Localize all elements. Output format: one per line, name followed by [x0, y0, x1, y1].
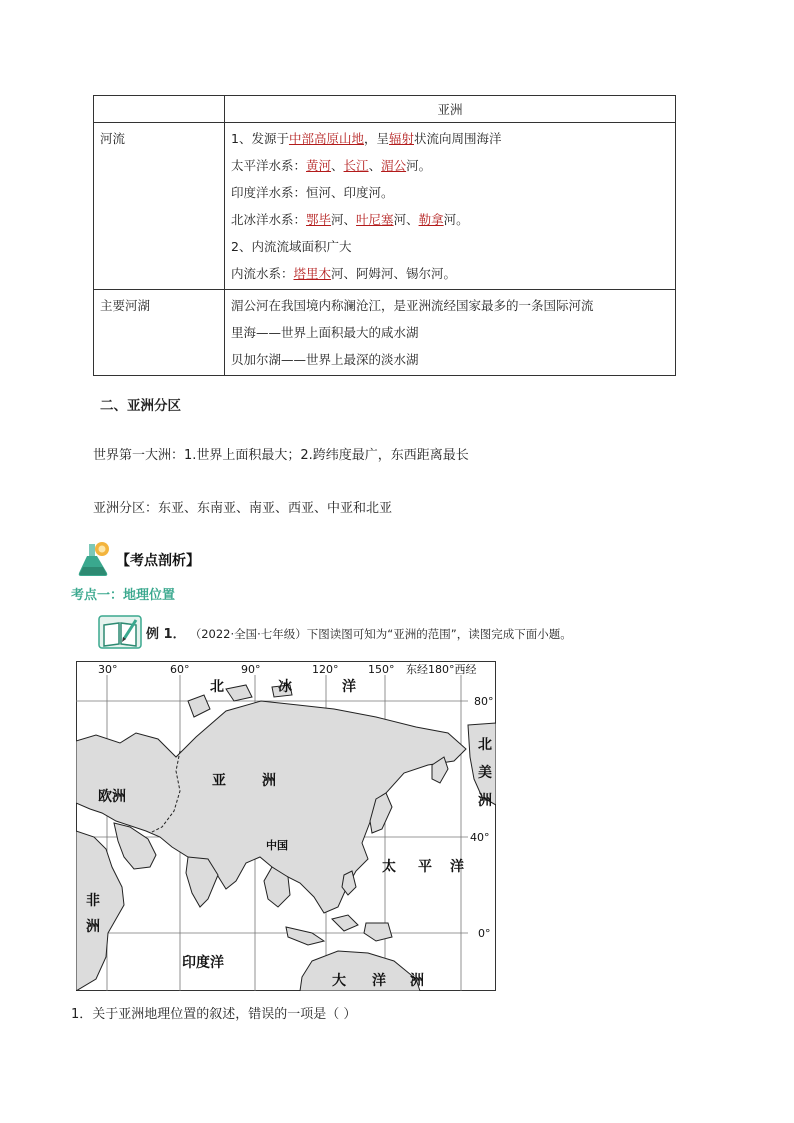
analysis-header [78, 540, 378, 580]
label-na-3: 洲 [478, 793, 492, 809]
flask-icon [78, 540, 112, 578]
label-pacific-1: 太 [382, 859, 396, 875]
table-text: 湄公河在我国境内称澜沧江，是亚洲流经国家最多的一条国际河流 [231, 298, 594, 313]
table-text: 河、阿姆河、锡尔河。 [331, 266, 457, 281]
label-africa-2: 洲 [86, 919, 100, 935]
lat-label-80: 80° [474, 695, 494, 708]
table-line [231, 179, 669, 206]
table-line [231, 233, 669, 260]
table-text: 河。 [443, 212, 469, 227]
table-text: ，呈 [363, 131, 389, 146]
book-pencil-icon [98, 615, 142, 649]
table-line [231, 206, 669, 233]
lon-label-60: 60° [170, 663, 190, 676]
label-asia-2: 洲 [262, 773, 276, 789]
label-oceania-3: 洲 [410, 973, 424, 989]
table-text: 河、 [331, 212, 357, 227]
example-text: （2022·全国·七年级）下图读图可知为“亚洲的范围”，读图完成下面小题。 [189, 627, 572, 641]
lon-label-150: 150° [368, 663, 395, 676]
table-text: 印度洋水系：恒河、印度河。 [231, 185, 394, 200]
highlighted-term: 鄂毕 [306, 212, 332, 227]
label-africa-1: 非 [86, 893, 100, 909]
table-text: 1、发源于 [231, 131, 289, 146]
label-china: 中国 [266, 839, 288, 852]
highlighted-term: 辐射 [388, 131, 414, 146]
highlighted-term: 长江 [343, 158, 369, 173]
label-na-2: 美 [478, 765, 492, 781]
table-line [231, 346, 669, 373]
label-oceania-1: 大 [332, 973, 346, 989]
paragraph-largest-continent: 世界第一大洲：1.世界上面积最大；2.跨纬度最广，东西距离最长 [93, 448, 469, 463]
label-pacific-2: 平 [418, 859, 432, 875]
label-europe: 欧洲 [98, 789, 126, 805]
label-arctic-2: 冰 [278, 679, 292, 695]
asia-rivers-table [93, 95, 676, 376]
table-text: 、 [331, 158, 344, 173]
highlighted-term: 勒拿 [418, 212, 444, 227]
table-text: 、 [368, 158, 382, 173]
table-line [231, 152, 669, 179]
label-arctic-3: 洋 [342, 679, 356, 695]
label-pacific-3: 洋 [450, 859, 464, 875]
table-line [231, 125, 669, 152]
table-text: 状流向周围海洋 [414, 131, 502, 146]
example-label: 例 1． （2022·全国·七年级）下图读图可知为“亚洲的范围”，读图完成下面小题。 [146, 627, 572, 642]
analysis-title: 【考点剖析】 [116, 553, 200, 569]
row-label-rivers: 河流 [94, 123, 225, 290]
label-indian-ocean: 印度洋 [182, 955, 224, 971]
highlighted-term: 塔里木 [293, 266, 332, 281]
table-text: 河。 [406, 158, 432, 173]
lon-label-30: 30° [98, 663, 118, 676]
lon-label-90: 90° [241, 663, 261, 676]
table-text: 北冰洋水系： [231, 212, 307, 227]
lon-label-180: 东经180°西经 [406, 663, 477, 676]
row-label-lakes: 主要河湖 [94, 290, 225, 376]
lon-label-120: 120° [312, 663, 339, 676]
exam-point-title: 考点一：地理位置 [71, 588, 176, 603]
table-text: 2、内流流域面积广大 [231, 239, 352, 254]
label-arctic-1: 北 [210, 679, 224, 695]
row-content-lakes [225, 290, 676, 376]
question-1: 1．关于亚洲地理位置的叙述，错误的一项是（ ） [71, 1007, 357, 1022]
table-line [231, 260, 669, 287]
table-text: 河、 [393, 212, 419, 227]
table-header-asia: 亚洲 [225, 96, 676, 123]
highlighted-term: 中部高原山地 [288, 131, 364, 146]
table-header-empty [94, 96, 225, 123]
highlighted-term: 叶尼塞 [356, 212, 394, 227]
table-line [231, 292, 669, 319]
lat-label-0: 0° [478, 927, 491, 940]
example-header [98, 615, 718, 651]
paragraph-asia-regions: 亚洲分区：东亚、东南亚、南亚、西亚、中亚和北亚 [93, 501, 393, 516]
highlighted-term: 湄公 [381, 158, 407, 173]
label-na-1: 北 [478, 737, 492, 753]
table-text: 内流水系： [231, 266, 294, 281]
table-text: 太平洋水系： [231, 158, 307, 173]
table-text: 里海——世界上面积最大的咸水湖 [231, 325, 419, 340]
section-heading: 二、亚洲分区 [100, 398, 181, 414]
label-oceania-2: 洋 [372, 973, 386, 989]
highlighted-term: 黄河 [306, 158, 332, 173]
row-content-rivers [225, 123, 676, 290]
asia-range-map [76, 661, 496, 991]
label-asia-1: 亚 [212, 773, 226, 789]
table-text: 贝加尔湖——世界上最深的淡水湖 [231, 352, 419, 367]
lat-label-40: 40° [470, 831, 490, 844]
table-line [231, 319, 669, 346]
